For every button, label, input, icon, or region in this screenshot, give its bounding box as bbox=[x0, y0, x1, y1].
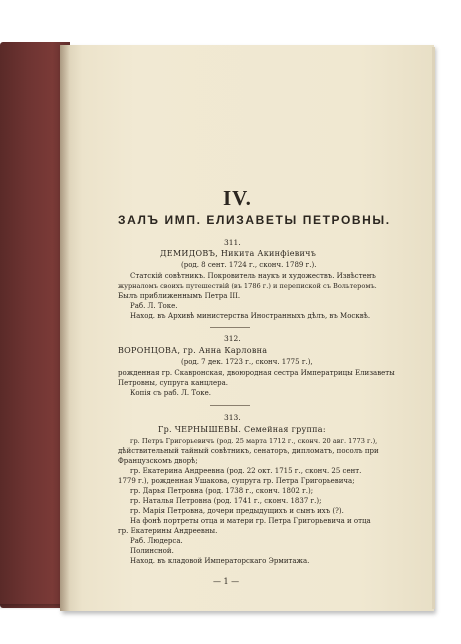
entry-line: Наход. въ кладовой Императорскаго Эрмитажа. bbox=[130, 557, 310, 565]
book-page bbox=[60, 45, 434, 611]
page-number: — 1 — bbox=[213, 577, 240, 586]
entry-line: (род. 7 дек. 1723 г., сконч. 1775 г.), bbox=[181, 358, 313, 366]
entry-line: Раб. Л. Токе. bbox=[130, 302, 178, 310]
page-edge bbox=[432, 47, 435, 609]
entry-line: рожденная гр. Скавронская, двоюродная сестра Императрицы Елизаветы bbox=[118, 369, 395, 377]
entry-line: Французскомъ дворѣ; bbox=[118, 457, 198, 465]
entry-line: гр. Петръ Григорьевичъ (род. 25 марта 1712 г., сконч. 20 авг. 1773 г.), bbox=[130, 437, 378, 445]
separator-rule bbox=[210, 405, 250, 406]
entry-line: (род. 8 сент. 1724 г., сконч. 1789 г.). bbox=[181, 261, 317, 269]
entry-line: Наход. въ Архивѣ министерства Иностранныхъ дѣлъ, въ Москвѣ. bbox=[130, 312, 371, 320]
entry-number: 312. bbox=[224, 334, 241, 343]
separator-rule bbox=[210, 327, 250, 328]
hall-title: ЗАЛЪ ИМП. ЕЛИЗАВЕТЫ ПЕТРОВНЫ. bbox=[118, 213, 391, 227]
entry-line: Полинсной. bbox=[130, 547, 174, 555]
entry-line: гр. Екатерины Андреевны. bbox=[118, 527, 218, 535]
entry-line: На фонѣ портреты отца и матери гр. Петра Григорьевича и отца bbox=[130, 517, 371, 525]
entry-line: Раб. Людерса. bbox=[130, 537, 183, 545]
entry-name: ВОРОНЦОВА, гр. Анна Карловна bbox=[118, 346, 268, 355]
entry-line: гр. Екатерина Андреевна (род. 22 окт. 1715 г., сконч. 25 сент. bbox=[130, 467, 362, 475]
entry-name: ДЕМИДОВЪ, Никита Акинфіевичъ bbox=[160, 249, 317, 258]
entry-line: дѣйствительный тайный совѣтникъ, сенаторъ, дипломатъ, посолъ при bbox=[118, 447, 379, 455]
entry-line: Копія съ раб. Л. Токе. bbox=[130, 389, 212, 397]
entry-line: гр. Марія Петровна, дочери предыдущихъ и сынъ ихъ (?). bbox=[130, 507, 344, 515]
entry-line: гр. Дарья Петровна (род. 1738 г., сконч. 1802 г.); bbox=[130, 487, 314, 495]
entry-line: Былъ приближеннымъ Петра III. bbox=[118, 292, 241, 300]
entry-line: 1779 г.), рожденная Ушакова, супруга гр. Петра Григорьевича; bbox=[118, 477, 355, 485]
entry-number: 311. bbox=[224, 238, 241, 247]
entry-line: Статскій совѣтникъ. Покровитель наукъ и художествъ. Извѣстенъ bbox=[130, 272, 376, 280]
section-numeral: IV. bbox=[223, 186, 252, 210]
entry-number: 313. bbox=[224, 413, 241, 422]
entry-line: Петровны, супруга канцлера. bbox=[118, 379, 228, 387]
entry-line: журналомъ своихъ путешествій (въ 1786 г.) и перепиской съ Вольтеромъ. bbox=[118, 282, 377, 290]
entry-name: Гр. ЧЕРНЫШЕВЫ. Семейная группа: bbox=[158, 425, 326, 434]
page-gutter-shadow bbox=[60, 45, 70, 611]
entry-line: гр. Наталья Петровна (род. 1741 г., сконч. 1837 г.); bbox=[130, 497, 322, 505]
